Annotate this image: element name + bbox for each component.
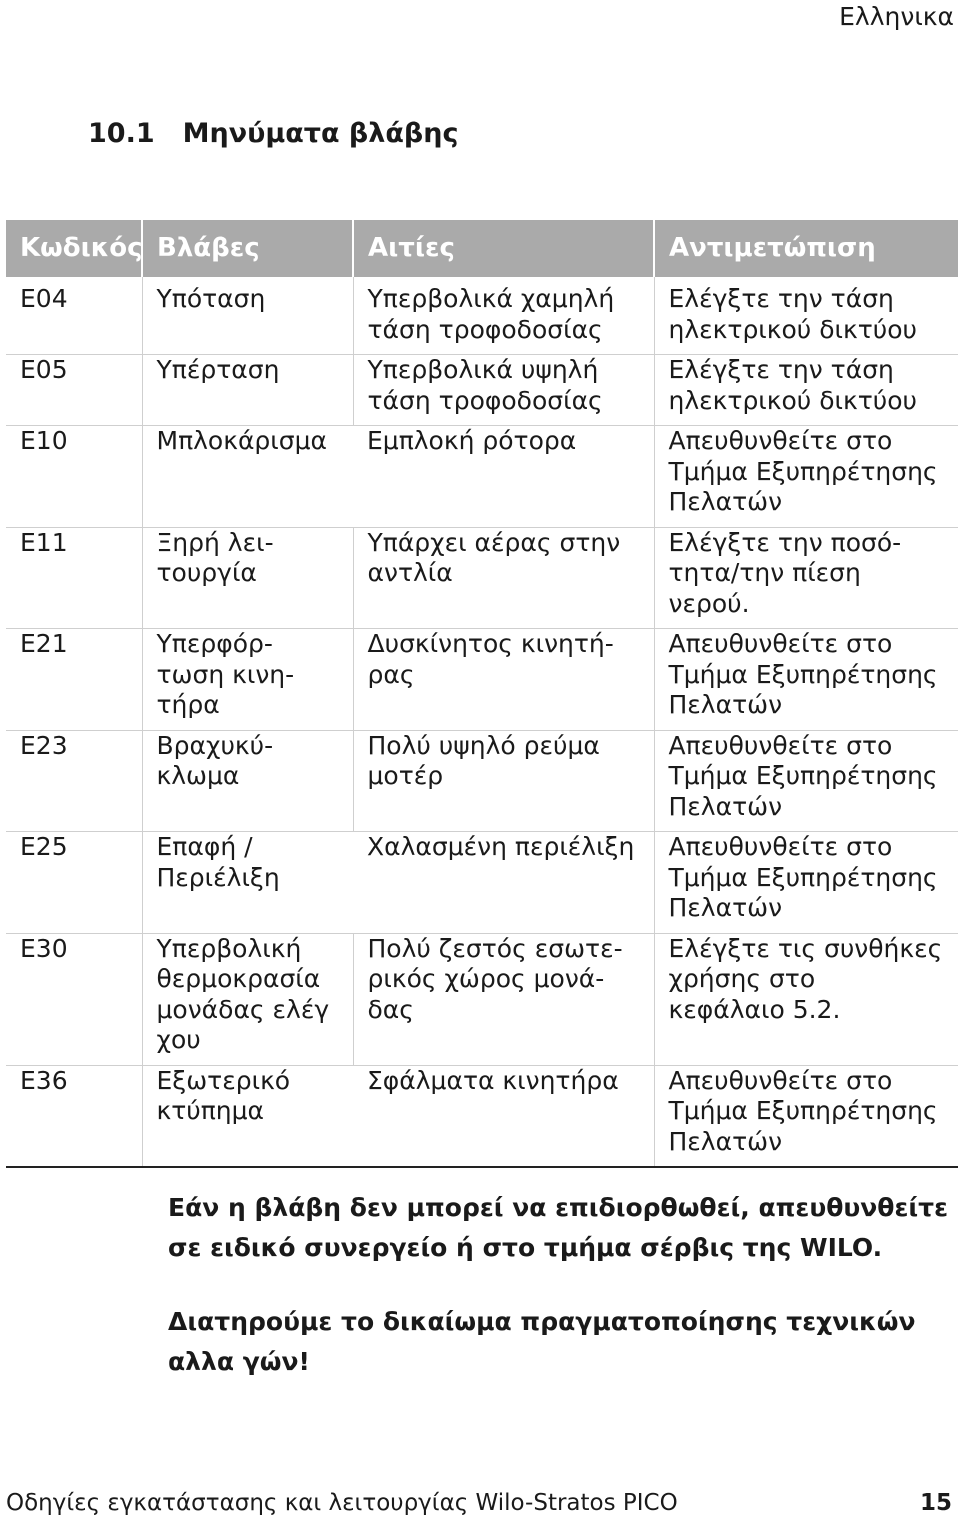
table-row — [6, 629, 958, 731]
cell-remedy: Απευθυνθείτε στο Τμήμα Εξυπηρέτησης Πελατών — [654, 832, 958, 934]
cell-code: E04 — [6, 277, 142, 355]
page-number: 15 — [919, 1490, 952, 1516]
header-code: Κωδικός — [6, 220, 142, 277]
cell-cause: Υπερβολικά χαμηλή τάση τροφοδοσίας — [353, 277, 654, 355]
cell-cause: Πολύ υψηλό ρεύμα μοτέρ — [353, 730, 654, 832]
cell-fault: Ξηρή λει- τουργία — [142, 527, 353, 629]
cell-code: E05 — [6, 355, 142, 426]
cell-fault: Εξωτερικό κτύπημα — [142, 1065, 353, 1167]
table-row — [6, 1065, 958, 1167]
cell-code: E10 — [6, 426, 142, 528]
cell-code: E30 — [6, 933, 142, 1065]
cell-remedy: Ελέγξτε την τάση ηλεκτρικού δικτύου — [654, 355, 958, 426]
repair-note: Εάν η βλάβη δεν μπορεί να επιδιορθωθεί, απευθυνθείτε σε ειδικό συνεργείο ή στο τμήμα σέρβις της WILO. — [168, 1193, 949, 1262]
cell-remedy: Ελέγξτε την τάση ηλεκτρικού δικτύου — [654, 277, 958, 355]
cell-fault: Βραχυκύ- κλωμα — [142, 730, 353, 832]
cell-remedy: Απευθυνθείτε στο Τμήμα Εξυπηρέτησης Πελατών — [654, 629, 958, 731]
cell-cause: Πολύ ζεστός εσωτε- ρικός χώρος μονά- δας — [353, 933, 654, 1065]
header-remedy: Αντιμετώπιση — [654, 220, 958, 277]
table-row — [6, 355, 958, 426]
cell-remedy: Ελέγξτε τις συνθήκες χρήσης στο κεφάλαιο 5.2. — [654, 933, 958, 1065]
table-row — [6, 527, 958, 629]
cell-remedy: Απευθυνθείτε στο Τμήμα Εξυπηρέτησης Πελατών — [654, 730, 958, 832]
table-row — [6, 426, 958, 528]
table-row — [6, 730, 958, 832]
table-row — [6, 933, 958, 1065]
cell-remedy: Απευθυνθείτε στο Τμήμα Εξυπηρέτησης Πελατών — [654, 426, 958, 528]
technical-changes-note: Διατηρούμε το δικαίωμα πραγματοποίησης τεχνικών αλλα γών! — [168, 1307, 916, 1376]
section-heading — [88, 118, 458, 149]
language-label: Ελληνικα — [839, 2, 954, 31]
fault-messages-table — [6, 220, 958, 1168]
cell-code: E23 — [6, 730, 142, 832]
cell-cause: Υπάρχει αέρας στην αντλία — [353, 527, 654, 629]
cell-fault: Υπερβολική θερμοκρασία μονάδας ελέγ χου — [142, 933, 353, 1065]
cell-cause: Χαλασμένη περιέλιξη — [353, 832, 654, 934]
footer-text: Οδηγίες εγκατάστασης και λειτουργίας Wilo-Stratos PICO — [6, 1490, 678, 1516]
cell-fault: Υπέρταση — [142, 355, 353, 426]
cell-cause: Εμπλοκή ρότορα — [353, 426, 654, 528]
header-cause: Αιτίες — [353, 220, 654, 277]
cell-code: E36 — [6, 1065, 142, 1167]
header-fault: Βλάβες — [142, 220, 353, 277]
cell-cause: Σφάλματα κινητήρα — [353, 1065, 654, 1167]
cell-cause: Υπερβολικά υψηλή τάση τροφοδοσίας — [353, 355, 654, 426]
table-body — [6, 277, 958, 1167]
table-row — [6, 277, 958, 355]
cell-remedy: Ελέγξτε την ποσό- τητα/την πίεση νερού. — [654, 527, 958, 629]
cell-code: E11 — [6, 527, 142, 629]
cell-code: E21 — [6, 629, 142, 731]
cell-cause: Δυσκίνητος κινητή- ρας — [353, 629, 654, 731]
cell-fault: Επαφή / Περιέλιξη — [142, 832, 353, 934]
table-header-row — [6, 220, 958, 277]
table-row — [6, 832, 958, 934]
cell-fault: Υπερφόρ- τωση κινη- τήρα — [142, 629, 353, 731]
cell-remedy: Απευθυνθείτε στο Τμήμα Εξυπηρέτησης Πελατών — [654, 1065, 958, 1167]
section-title: Μηνύματα βλάβης — [182, 118, 459, 149]
cell-code: E25 — [6, 832, 142, 934]
cell-fault: Υπόταση — [142, 277, 353, 355]
section-number: 10.1 — [88, 118, 155, 149]
cell-fault: Μπλοκάρισμα — [142, 426, 353, 528]
